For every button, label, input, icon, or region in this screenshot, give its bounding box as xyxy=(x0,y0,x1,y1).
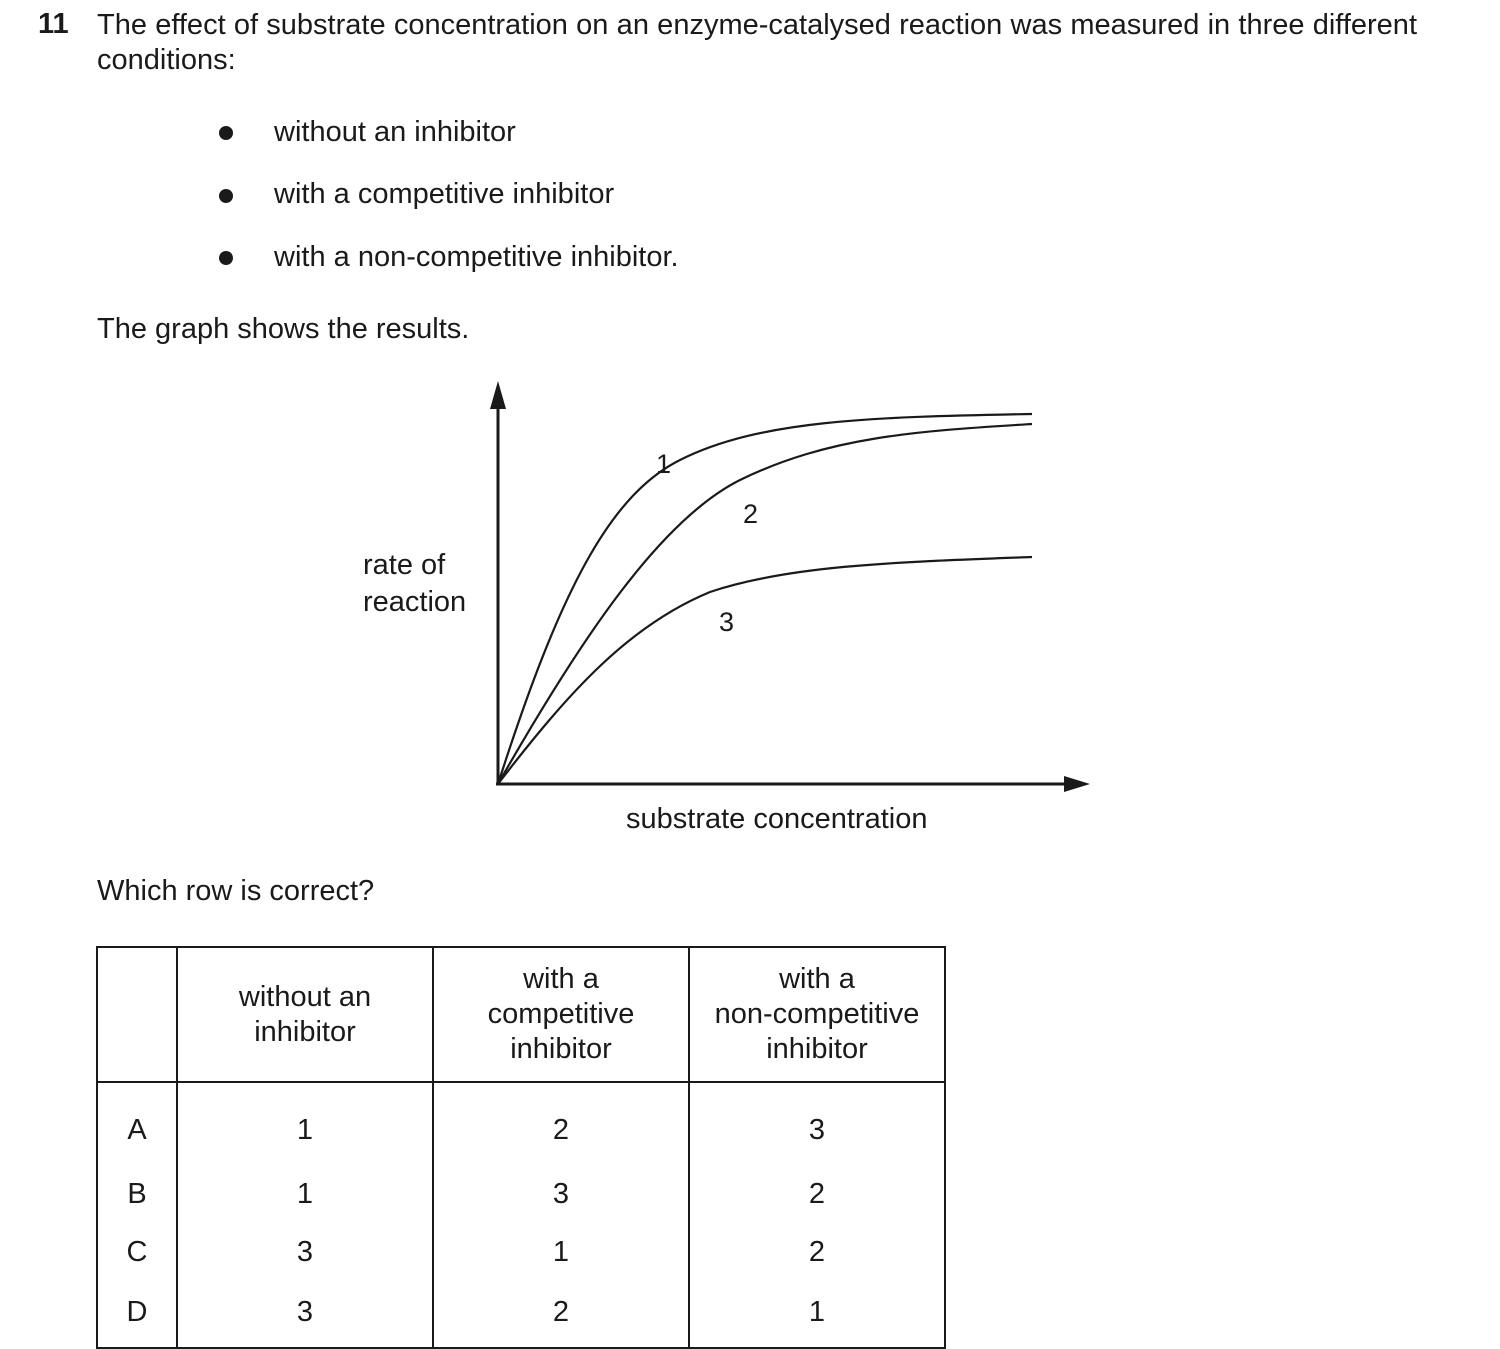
header-line: with a xyxy=(523,963,599,995)
row-letter: B xyxy=(97,1165,177,1223)
curve-3 xyxy=(498,557,1032,784)
header-line: inhibitor xyxy=(766,1033,868,1065)
row-letter: A xyxy=(97,1082,177,1165)
table-row xyxy=(97,1082,945,1165)
row-letter: C xyxy=(97,1223,177,1281)
curve-label-2: 2 xyxy=(743,499,759,529)
table-cell: 1 xyxy=(689,1281,945,1348)
condition-item: with a competitive inhibitor xyxy=(274,178,615,210)
x-axis-label: substrate concentration xyxy=(626,803,928,835)
table-cell: 3 xyxy=(177,1281,433,1348)
table-cell: 3 xyxy=(689,1082,945,1165)
table-cell: 3 xyxy=(177,1223,433,1281)
header-line: competitive xyxy=(487,998,635,1030)
header-line: with a xyxy=(779,963,855,995)
y-axis-label-line: reaction xyxy=(363,586,467,618)
table-header-cell xyxy=(177,947,433,1082)
table-cell: 2 xyxy=(689,1165,945,1223)
table-row xyxy=(97,1223,945,1281)
y-axis-arrow-icon xyxy=(490,381,506,409)
table-row xyxy=(97,1165,945,1223)
question-number: 11 xyxy=(38,8,69,40)
header-line: without an xyxy=(238,980,372,1013)
table-row xyxy=(97,1281,945,1348)
row-letter: D xyxy=(97,1281,177,1348)
question-stem: The effect of substrate concentration on an enzyme-catalysed reaction was measured in three different conditions: xyxy=(97,9,1417,76)
condition-item: without an inhibitor xyxy=(274,116,516,148)
condition-item: with a non-competitive inhibitor. xyxy=(274,241,679,273)
table-cell: 1 xyxy=(177,1165,433,1223)
curve-label-3: 3 xyxy=(719,607,735,637)
table-header-cell xyxy=(97,947,177,1082)
table-header-row xyxy=(97,947,945,1082)
table-header-cell xyxy=(433,947,689,1082)
table-cell: 2 xyxy=(433,1082,689,1165)
graph-intro: The graph shows the results. xyxy=(97,313,470,345)
header-line: inhibitor xyxy=(254,1015,356,1048)
table-cell: 2 xyxy=(433,1281,689,1348)
question-prompt: Which row is correct? xyxy=(97,875,375,907)
table-header-cell xyxy=(689,947,945,1082)
curve-2 xyxy=(498,424,1032,784)
y-axis-label-line: rate of xyxy=(363,549,446,581)
answer-table xyxy=(96,946,946,1349)
header-line: inhibitor xyxy=(510,1033,612,1065)
table-cell: 2 xyxy=(689,1223,945,1281)
table-cell: 1 xyxy=(433,1223,689,1281)
header-line: non-competitive xyxy=(714,998,920,1030)
table-cell: 1 xyxy=(177,1082,433,1165)
x-axis-arrow-icon xyxy=(1064,776,1090,792)
table-cell: 3 xyxy=(433,1165,689,1223)
curve-label-1: 1 xyxy=(656,449,672,479)
